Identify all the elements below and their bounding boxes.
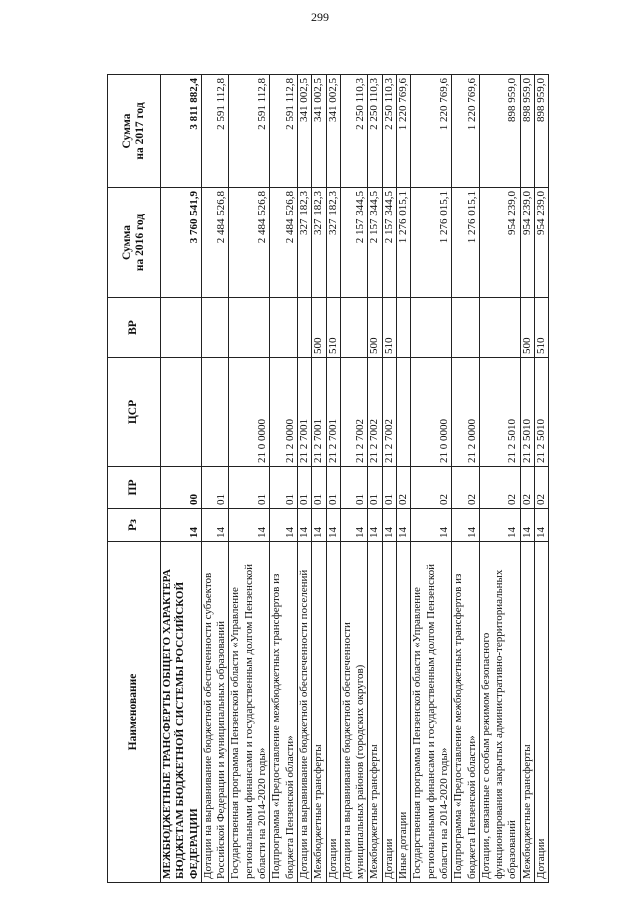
cell-vr [229, 298, 270, 358]
cell-csr: 21 0 0000 [229, 358, 270, 467]
cell-pr: 02 [452, 467, 480, 509]
cell-pr: 02 [479, 467, 520, 509]
cell-name: Государственная программа Пензенской области «Управление региональными финансами и государственным долгом Пензенской области на 2014-2020 годы» [411, 542, 452, 883]
cell-sum-2016: 2 484 526,8 [229, 188, 270, 298]
cell-pr: 01 [270, 467, 298, 509]
cell-rz: 14 [161, 509, 202, 542]
header-sum-2017 [108, 75, 161, 188]
cell-sum-2017: 1 220 769,6 [397, 75, 411, 188]
cell-vr: 510 [382, 298, 396, 358]
table-row [382, 75, 396, 883]
cell-sum-2016: 2 484 526,8 [201, 188, 229, 298]
cell-pr: 01 [382, 467, 396, 509]
header-csr: ЦСР [108, 358, 161, 467]
table-row [161, 75, 202, 883]
cell-name: Дотации [535, 542, 549, 883]
cell-sum-2016: 2 157 344,5 [368, 188, 382, 298]
cell-name: Дотации на выравнивание бюджетной обеспеченности поселений [297, 542, 311, 883]
cell-name: Межбюджетные трансферты [312, 542, 326, 883]
cell-vr: 510 [326, 298, 340, 358]
table-row [368, 75, 382, 883]
cell-sum-2016: 2 484 526,8 [270, 188, 298, 298]
cell-name: Государственная программа Пензенской области «Управление региональными финансами и государственным долгом Пензенской области на 2014-2020 годы» [229, 542, 270, 883]
cell-sum-2016: 954 239,0 [479, 188, 520, 298]
header-sum-2017-line2: на 2017 год [134, 102, 146, 160]
cell-vr [397, 298, 411, 358]
cell-rz: 14 [201, 509, 229, 542]
cell-sum-2017: 341 002,5 [326, 75, 340, 188]
cell-csr: 21 2 7002 [340, 358, 368, 467]
cell-sum-2016: 2 157 344,5 [382, 188, 396, 298]
table-row [201, 75, 229, 883]
cell-pr: 01 [368, 467, 382, 509]
table-header-row [108, 75, 161, 883]
cell-vr: 500 [312, 298, 326, 358]
cell-rz: 14 [270, 509, 298, 542]
cell-sum-2017: 898 959,0 [479, 75, 520, 188]
cell-rz: 14 [535, 509, 549, 542]
cell-sum-2017: 2 591 112,8 [270, 75, 298, 188]
cell-name: Межбюджетные трансферты [520, 542, 534, 883]
cell-name: Дотации на выравнивание бюджетной обеспеченности муниципальных районов (городских округов) [340, 542, 368, 883]
cell-pr: 01 [326, 467, 340, 509]
cell-csr [397, 358, 411, 467]
cell-csr: 21 2 7001 [326, 358, 340, 467]
cell-vr [270, 298, 298, 358]
cell-pr: 01 [340, 467, 368, 509]
cell-vr: 510 [535, 298, 549, 358]
cell-rz: 14 [326, 509, 340, 542]
cell-sum-2016: 954 239,0 [520, 188, 534, 298]
cell-sum-2017: 341 002,5 [312, 75, 326, 188]
cell-rz: 14 [479, 509, 520, 542]
table-row [340, 75, 368, 883]
cell-sum-2017: 2 250 110,3 [368, 75, 382, 188]
header-sum-2016-line1: Сумма [120, 225, 133, 260]
cell-vr [297, 298, 311, 358]
cell-csr [201, 358, 229, 467]
cell-csr: 21 2 7001 [297, 358, 311, 467]
cell-csr: 21 2 7002 [368, 358, 382, 467]
cell-pr: 02 [397, 467, 411, 509]
table-row [411, 75, 452, 883]
cell-vr: 500 [368, 298, 382, 358]
cell-csr: 21 2 0000 [270, 358, 298, 467]
cell-csr [161, 358, 202, 467]
cell-sum-2017: 2 250 110,3 [340, 75, 368, 188]
cell-sum-2017: 2 250 110,3 [382, 75, 396, 188]
table-row [297, 75, 311, 883]
cell-vr [161, 298, 202, 358]
cell-rz: 14 [229, 509, 270, 542]
cell-name: Дотации на выравнивание бюджетной обеспеченности субъектов Российской Федерации и муниципальных образований [201, 542, 229, 883]
cell-pr: 02 [520, 467, 534, 509]
cell-vr [452, 298, 480, 358]
cell-pr: 01 [312, 467, 326, 509]
cell-csr: 21 2 5010 [535, 358, 549, 467]
cell-name: Иные дотации [397, 542, 411, 883]
cell-sum-2016: 1 276 015,1 [452, 188, 480, 298]
table-row [520, 75, 534, 883]
cell-rz: 14 [397, 509, 411, 542]
cell-sum-2017: 898 959,0 [535, 75, 549, 188]
header-pr: ПР [108, 467, 161, 509]
cell-pr: 00 [161, 467, 202, 509]
cell-sum-2016: 327 182,3 [297, 188, 311, 298]
cell-sum-2016: 954 239,0 [535, 188, 549, 298]
header-vr: ВР [108, 298, 161, 358]
cell-pr: 01 [201, 467, 229, 509]
cell-sum-2016: 1 276 015,1 [397, 188, 411, 298]
budget-table [107, 74, 549, 883]
cell-name: Дотации [382, 542, 396, 883]
page-number: 299 [311, 10, 329, 24]
cell-name: Дотации [326, 542, 340, 883]
cell-vr: 500 [520, 298, 534, 358]
header-sum-2016-line2: на 2016 год [134, 213, 146, 272]
cell-csr: 21 2 7001 [312, 358, 326, 467]
cell-name: МЕЖБЮДЖЕТНЫЕ ТРАНСФЕРТЫ ОБЩЕГО ХАРАКТЕРА БЮДЖЕТАМ БЮДЖЕТНОЙ СИСТЕМЫ РОССИЙСКОЙ ФЕДЕРАЦИИ [161, 542, 202, 883]
cell-rz: 14 [411, 509, 452, 542]
cell-sum-2016: 1 276 015,1 [411, 188, 452, 298]
cell-pr: 02 [411, 467, 452, 509]
cell-name: Подпрограмма «Предоставление межбюджетных трансфертов из бюджета Пензенской области» [270, 542, 298, 883]
cell-csr: 21 2 0000 [452, 358, 480, 467]
cell-pr: 01 [297, 467, 311, 509]
header-sum-2017-line1: Сумма [120, 113, 133, 149]
table-row [452, 75, 480, 883]
cell-rz: 14 [312, 509, 326, 542]
cell-csr: 21 2 7002 [382, 358, 396, 467]
table-row [535, 75, 549, 883]
cell-vr [340, 298, 368, 358]
cell-vr [411, 298, 452, 358]
cell-sum-2017: 1 220 769,6 [411, 75, 452, 188]
table-row [270, 75, 298, 883]
cell-rz: 14 [297, 509, 311, 542]
cell-csr: 21 2 5010 [520, 358, 534, 467]
cell-sum-2017: 898 959,0 [520, 75, 534, 188]
cell-rz: 14 [368, 509, 382, 542]
cell-csr: 21 2 5010 [479, 358, 520, 467]
table-body [161, 75, 549, 883]
table-row [312, 75, 326, 883]
cell-rz: 14 [452, 509, 480, 542]
cell-rz: 14 [382, 509, 396, 542]
rotated-page-content [107, 75, 548, 883]
table-row [326, 75, 340, 883]
table-row [479, 75, 520, 883]
cell-sum-2017: 341 002,5 [297, 75, 311, 188]
cell-sum-2016: 327 182,3 [326, 188, 340, 298]
cell-pr: 01 [229, 467, 270, 509]
cell-sum-2017: 2 591 112,8 [229, 75, 270, 188]
cell-name: Дотации, связанные с особым режимом безопасного функционирования закрытых административно-территориальных образований [479, 542, 520, 883]
cell-pr: 02 [535, 467, 549, 509]
cell-sum-2016: 2 157 344,5 [340, 188, 368, 298]
cell-name: Подпрограмма «Предоставление межбюджетных трансфертов из бюджета Пензенской области» [452, 542, 480, 883]
cell-name: Межбюджетные трансферты [368, 542, 382, 883]
cell-rz: 14 [340, 509, 368, 542]
cell-sum-2017: 1 220 769,6 [452, 75, 480, 188]
cell-sum-2016: 3 760 541,9 [161, 188, 202, 298]
table-row [229, 75, 270, 883]
cell-csr: 21 0 0000 [411, 358, 452, 467]
cell-rz: 14 [520, 509, 534, 542]
cell-vr [479, 298, 520, 358]
cell-sum-2016: 327 182,3 [312, 188, 326, 298]
cell-sum-2017: 2 591 112,8 [201, 75, 229, 188]
header-name: Наименование [108, 542, 161, 883]
header-rz: Рз [108, 509, 161, 542]
cell-vr [201, 298, 229, 358]
header-sum-2016 [108, 188, 161, 298]
cell-sum-2017: 3 811 882,4 [161, 75, 202, 188]
table-row [397, 75, 411, 883]
